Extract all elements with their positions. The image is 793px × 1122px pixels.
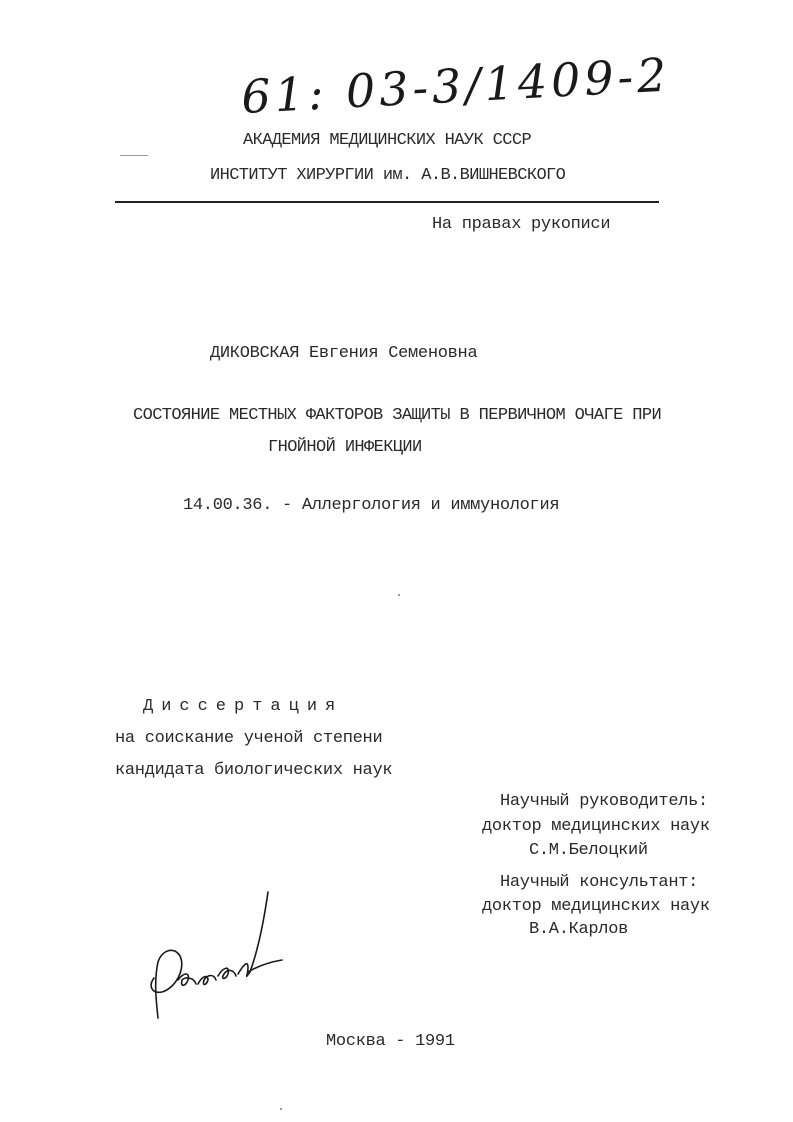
degree-line-2: на соискание ученой степени (115, 729, 383, 748)
supervisor-role: Научный руководитель: (500, 792, 708, 811)
consultant-title: доктор медицинских наук (482, 897, 710, 916)
scan-speck (120, 155, 148, 156)
header-divider (115, 201, 659, 203)
academy-name: АКАДЕМИЯ МЕДИЦИНСКИХ НАУК СССР (243, 131, 532, 150)
rights-note: На правах рукописи (432, 215, 611, 234)
consultant-role: Научный консультант: (500, 873, 699, 892)
author-name: ДИКОВСКАЯ Евгения Семеновна (210, 344, 478, 363)
supervisor-title: доктор медицинских наук (482, 817, 710, 836)
institute-name: ИНСТИТУТ ХИРУРГИИ им. А.В.ВИШНЕВСКОГО (210, 166, 566, 185)
author-signature (140, 880, 300, 1030)
place-and-year: Москва - 1991 (326, 1032, 455, 1051)
degree-line-3: кандидата биологических наук (115, 761, 393, 780)
supervisor-name: С.М.Белоцкий (529, 841, 648, 860)
degree-heading: Диссертация (143, 697, 344, 716)
thesis-title-line-2: ГНОЙНОЙ ИНФЕКЦИИ (268, 438, 422, 457)
specialty: 14.00.36. - Аллергология и иммунология (183, 496, 560, 515)
consultant-name: В.А.Карлов (529, 920, 629, 939)
scan-speck (280, 1108, 282, 1110)
scan-speck (398, 594, 400, 596)
archive-number: 61: 03-3/1409-2 (240, 47, 672, 124)
thesis-title-line-1: СОСТОЯНИЕ МЕСТНЫХ ФАКТОРОВ ЗАЩИТЫ В ПЕРВИЧНОМ ОЧАГЕ ПРИ (133, 406, 662, 425)
